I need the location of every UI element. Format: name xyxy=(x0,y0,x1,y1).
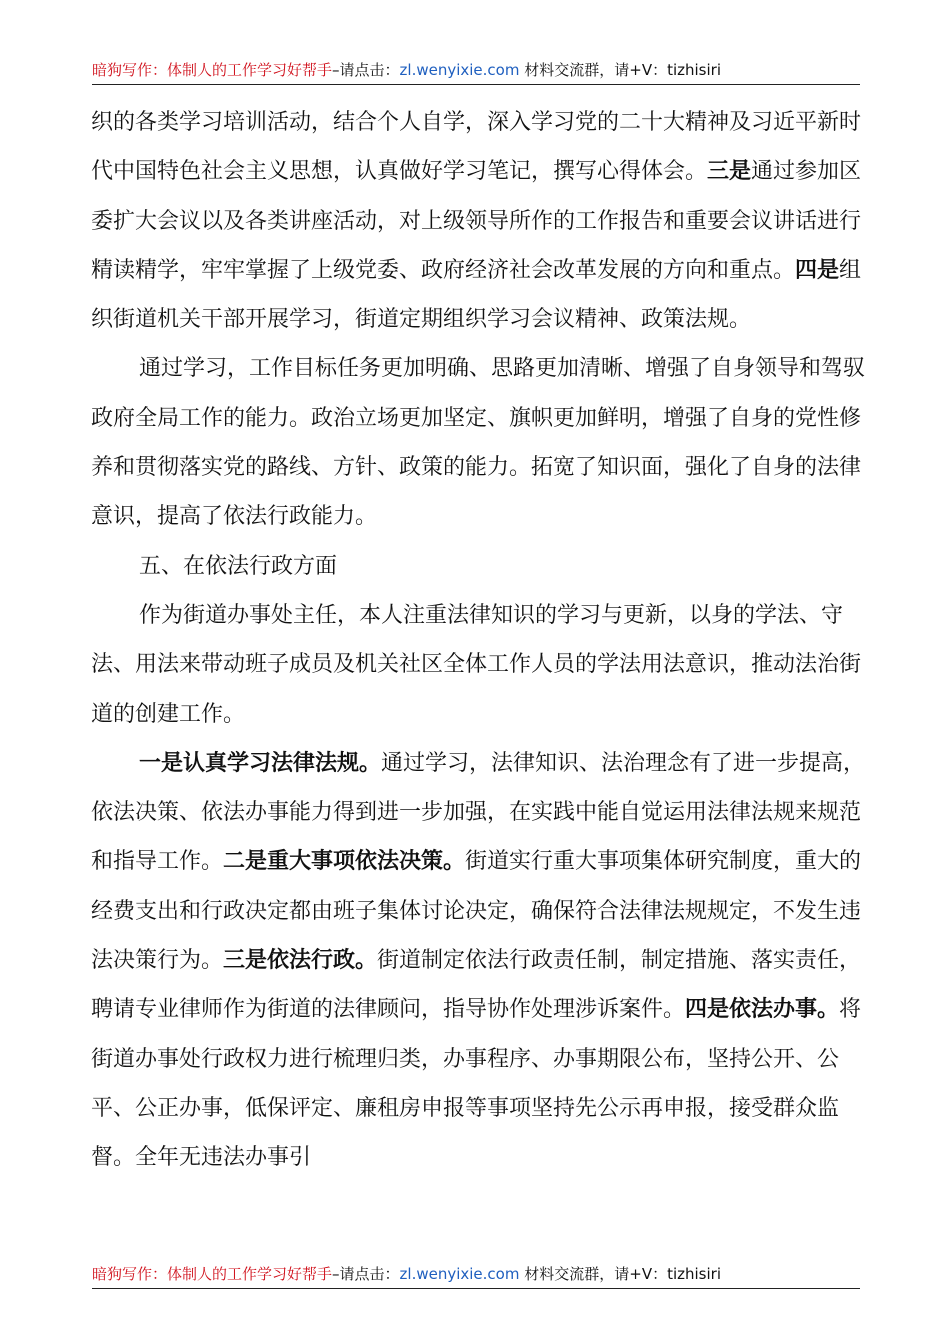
header-url-link[interactable]: zl.wenyixie.com xyxy=(399,61,520,79)
bold-lead: 三是 xyxy=(707,159,752,185)
footer-brand: 暗狗写作：体制人的工作学习好帮手 xyxy=(92,1265,333,1283)
header-note: 材料交流群，请+V：tizhisiri xyxy=(524,61,721,79)
bold-lead: 四是依法办事。 xyxy=(685,997,840,1023)
page-header xyxy=(92,57,860,83)
footer-divider xyxy=(92,1288,860,1289)
header-divider xyxy=(92,84,860,85)
paragraph-2: 通过学习，工作目标任务更加明确、思路更加清晰、增强了自身领导和驾驭政府全局工作的能力。政治立场更加坚定、旗帜更加鲜明，增强了自身的党性修养和贯彻落实党的路线、方针、政策的能力。拓宽了知识面，强化了自身的法律意识，提高了依法行政能力。 xyxy=(91,356,866,530)
page-footer xyxy=(92,1261,860,1287)
bold-lead: 三是依法行政。 xyxy=(223,948,378,974)
footer-prompt: –请点击： xyxy=(332,1265,400,1283)
paragraph-3: 作为街道办事处主任，本人注重法律知识的学习与更新，以身的学法、守法、用法来带动班子成员及机关社区全体工作人员的学法用法意识，推动法治街道的创建工作。 xyxy=(91,602,862,727)
paragraph-4: 一是认真学习法律法规。通过学习，法律知识、法治理念有了进一步提高，依法决策、依法办事能力得到进一步加强，在实践中能自觉运用法律法规来规范和指导工作。二是重大事项依法决策。街道实行重大事项集体研究制度，重大的经费支出和行政决定都由班子集体讨论决定，确保符合法律法规规定，不发生违法决策行为。三是依法行政。街道制定依法行政责任制，制定措施、落实责任，聘请专业律师作为街道的法律顾问，指导协作处理涉诉案件。四是依法办事。将街道办事处行政权力进行梳理归类，办事程序、办事期限公布，坚持公开、公平、公正办事，低保评定、廉租房申报等事项坚持先公示再申报，接受群众监督。全年无违法办事引 xyxy=(91,750,866,1171)
header-brand: 暗狗写作：体制人的工作学习好帮手 xyxy=(92,61,333,79)
footer-note: 材料交流群，请+V：tizhisiri xyxy=(524,1265,721,1283)
document-body xyxy=(91,98,866,1183)
header-prompt: –请点击： xyxy=(332,61,400,79)
bold-lead: 四是 xyxy=(795,257,840,283)
bold-lead: 二是重大事项依法决策。 xyxy=(223,849,466,875)
bold-lead: 一是认真学习法律法规。 xyxy=(139,750,382,776)
paragraph-1: 织的各类学习培训活动，结合个人自学，深入学习党的二十大精神及习近平新时代中国特色社会主义思想，认真做好学习笔记，撰写心得体会。三是通过参加区委扩大会议以及各类讲座活动，对上级领导所作的工作报告和重要会议讲话进行精读精学，牢牢掌握了上级党委、政府经济社会改革发展的方向和重点。四是组织街道机关干部开展学习，街道定期组织学习会议精神、政策法规。 xyxy=(91,110,862,333)
section-heading: 五、在依法行政方面 xyxy=(139,553,338,579)
footer-url-link[interactable]: zl.wenyixie.com xyxy=(399,1265,520,1283)
